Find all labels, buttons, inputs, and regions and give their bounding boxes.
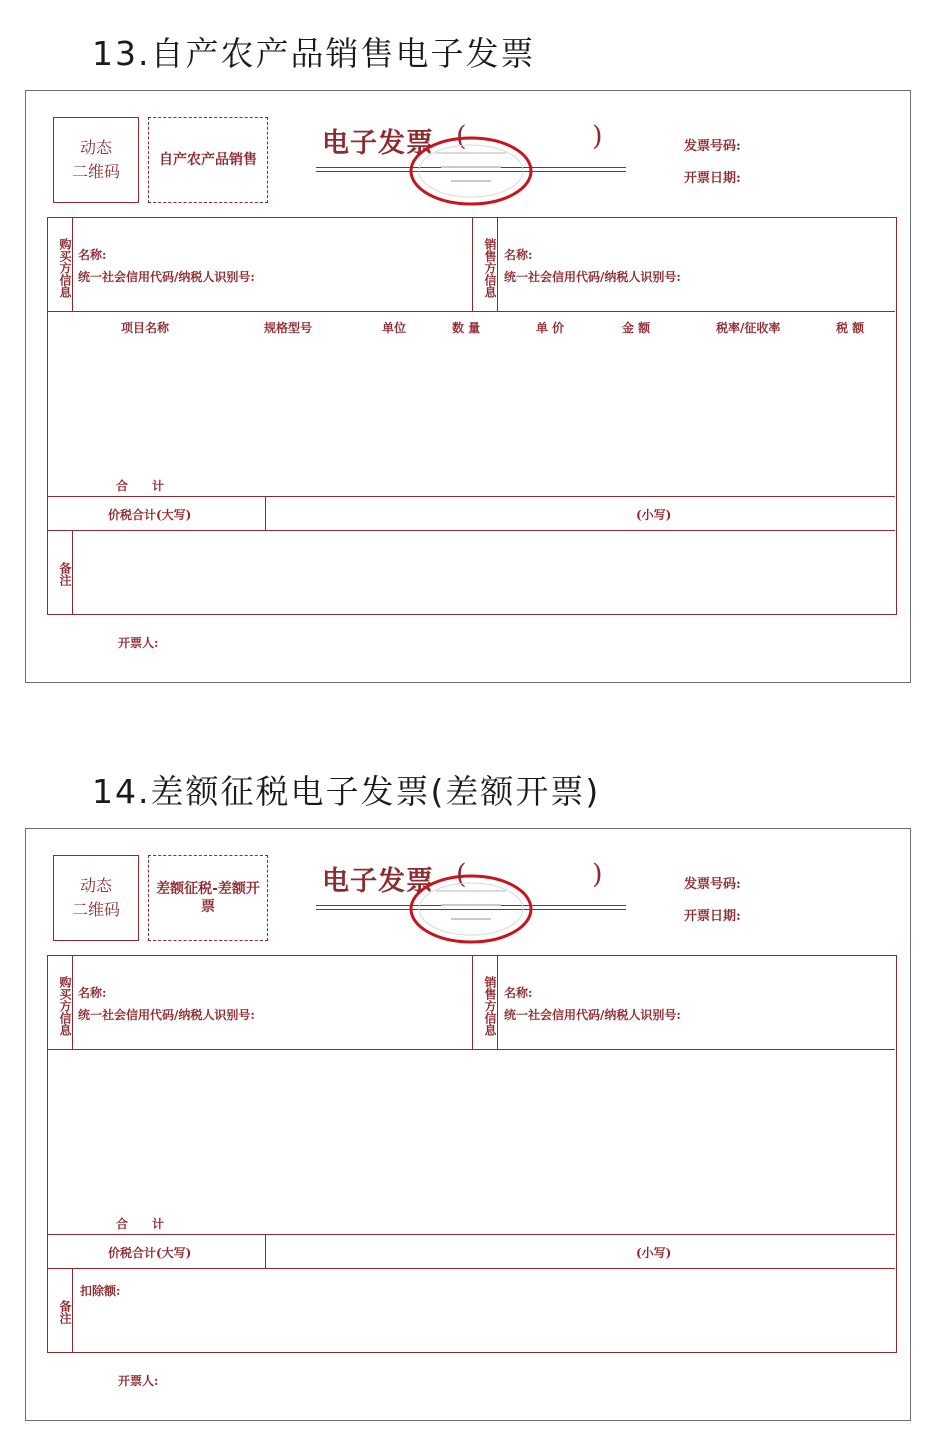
seller-info-label: 销售方信息 xyxy=(483,976,497,1036)
seller-name-label: 名称: xyxy=(504,986,533,1000)
qr-code-box xyxy=(53,117,139,203)
total-incl-tax-label: 价税合计(大写) xyxy=(108,508,192,522)
section-title-14: 14.差额征税电子发票(差额开票) xyxy=(92,772,601,811)
deduction-amount-label: 扣除额: xyxy=(80,1284,121,1298)
buyer-info-label: 购买方信息 xyxy=(58,976,72,1036)
paren-close: ) xyxy=(592,121,603,152)
col-quantity: 数 量 xyxy=(452,321,481,335)
total-label: 合 计 xyxy=(116,1217,165,1231)
col-unit: 单位 xyxy=(382,321,407,335)
doc-title: 电子发票 xyxy=(322,866,434,897)
seal-stamp-icon xyxy=(406,133,536,209)
col-tax-amount: 税 额 xyxy=(836,321,865,335)
doc-title: 电子发票 xyxy=(322,128,434,159)
issue-date-label: 开票日期: xyxy=(684,909,741,924)
qr-label-line1: 动态 xyxy=(79,876,112,895)
col-spec-model: 规格型号 xyxy=(264,321,313,335)
invoice-grid xyxy=(47,955,897,1353)
invoice-13 xyxy=(25,90,911,683)
invoice-number-label: 发票号码: xyxy=(684,877,741,892)
buyer-name-label: 名称: xyxy=(78,248,107,262)
seller-tax-id-label: 统一社会信用代码/纳税人识别号: xyxy=(504,1008,681,1022)
issuer-label: 开票人: xyxy=(118,1374,159,1388)
invoice-number-label: 发票号码: xyxy=(684,139,741,154)
seal-stamp-icon xyxy=(406,871,536,947)
invoice-grid xyxy=(47,217,897,615)
invoice-14 xyxy=(25,828,911,1421)
col-item-name: 项目名称 xyxy=(121,321,170,335)
remarks-label: 备注 xyxy=(58,1300,72,1324)
col-tax-rate: 税率/征收率 xyxy=(716,321,781,335)
issuer-label: 开票人: xyxy=(118,636,159,650)
total-label: 合 计 xyxy=(116,479,165,493)
invoice-type-tag: 差额征税-差额开票 xyxy=(148,855,268,941)
buyer-name-label: 名称: xyxy=(78,986,107,1000)
qr-label-line2: 二维码 xyxy=(71,162,120,181)
issue-date-label: 开票日期: xyxy=(684,171,741,186)
buyer-info-label: 购买方信息 xyxy=(58,238,72,298)
buyer-tax-id-label: 统一社会信用代码/纳税人识别号: xyxy=(78,270,255,284)
buyer-tax-id-label: 统一社会信用代码/纳税人识别号: xyxy=(78,1008,255,1022)
invoice-type-tag: 自产农产品销售 xyxy=(148,117,268,203)
section-title-13: 13.自产农产品销售电子发票 xyxy=(92,34,536,73)
total-incl-tax-label: 价税合计(大写) xyxy=(108,1246,192,1260)
col-amount: 金 额 xyxy=(622,321,651,335)
small-amount-label: (小写) xyxy=(636,508,672,522)
paren-open: ( xyxy=(456,859,467,890)
remarks-label: 备注 xyxy=(58,562,72,586)
seller-name-label: 名称: xyxy=(504,248,533,262)
qr-code-box xyxy=(53,855,139,941)
paren-open: ( xyxy=(456,121,467,152)
seller-info-label: 销售方信息 xyxy=(483,238,497,298)
col-unit-price: 单 价 xyxy=(536,321,565,335)
qr-label-line1: 动态 xyxy=(79,138,112,157)
qr-label-line2: 二维码 xyxy=(71,900,120,919)
seller-tax-id-label: 统一社会信用代码/纳税人识别号: xyxy=(504,270,681,284)
small-amount-label: (小写) xyxy=(636,1246,672,1260)
paren-close: ) xyxy=(592,859,603,890)
